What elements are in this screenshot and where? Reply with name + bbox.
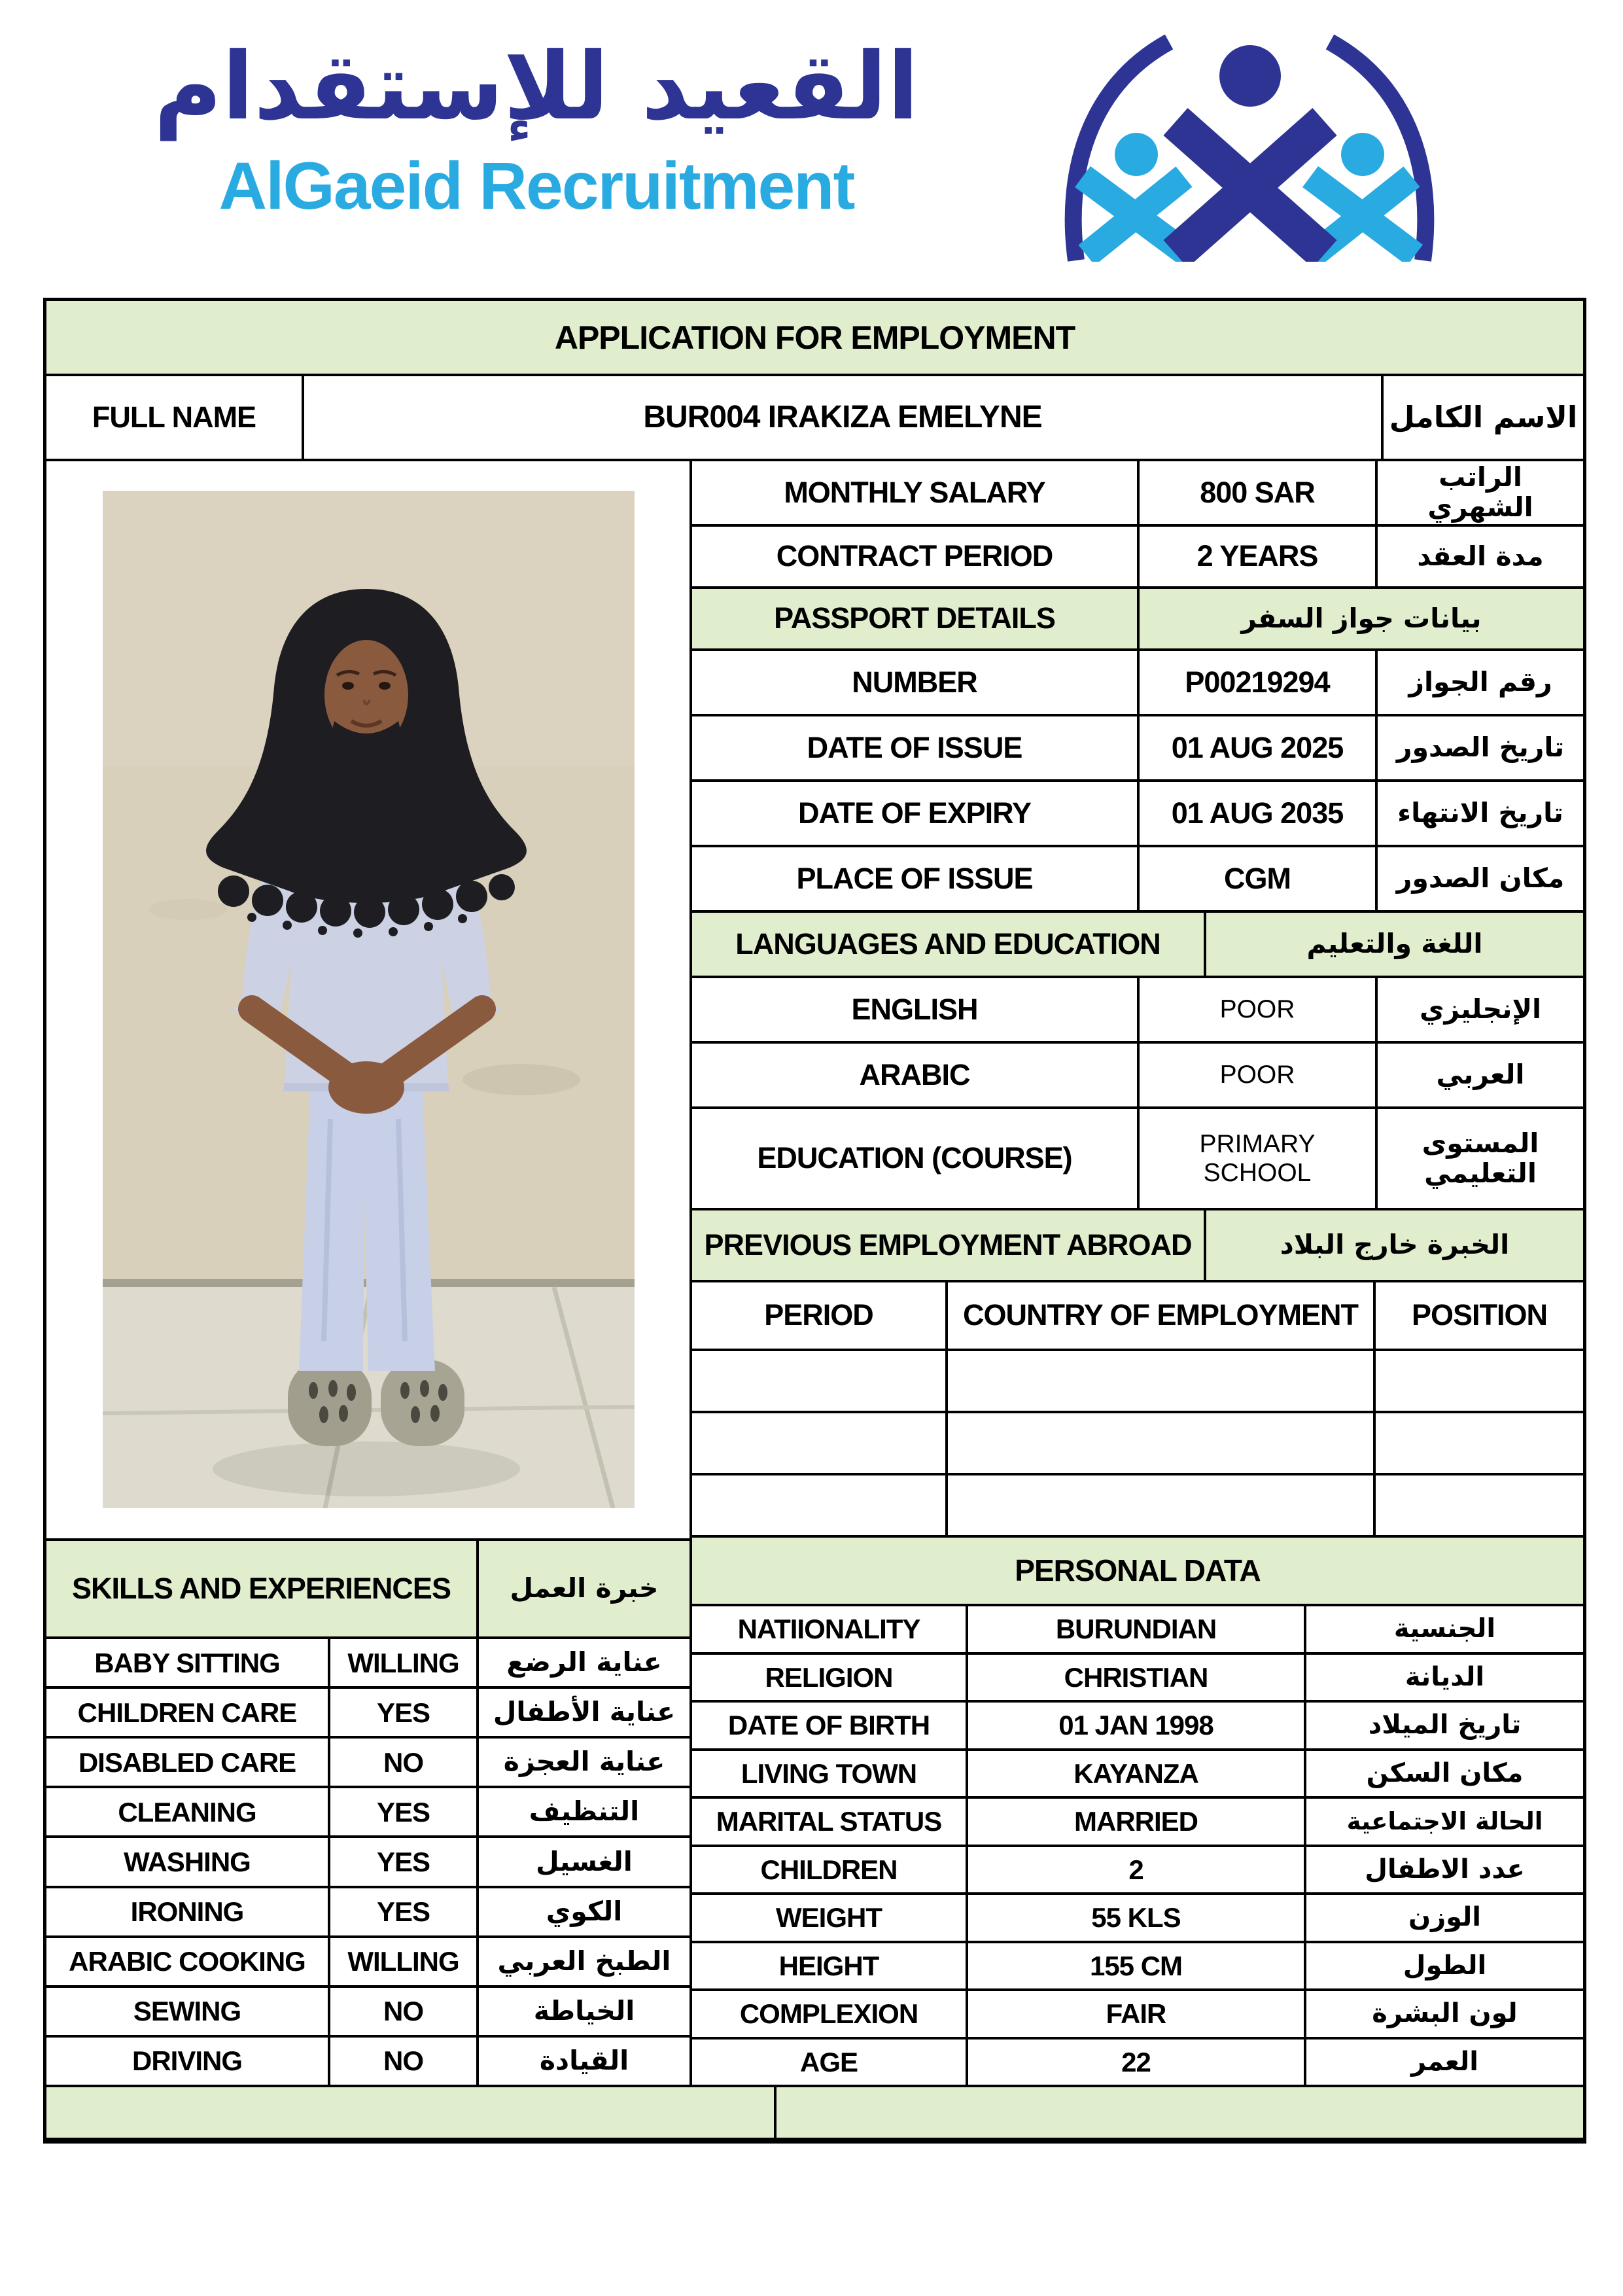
contract-period-value: 2 YEARS	[1140, 527, 1378, 586]
employment-period-cell	[692, 1413, 948, 1473]
height-arabic: الطول	[1403, 1950, 1487, 1981]
skill-arabic: الطبخ العربي	[497, 1945, 671, 1977]
age-value: 22	[968, 2040, 1306, 2085]
education-value: PRIMARY SCHOOL	[1140, 1109, 1378, 1208]
complexion-row	[692, 1991, 1583, 2040]
place-of-issue-label: PLACE OF ISSUE	[692, 847, 1140, 910]
skill-row-baby-sitting	[46, 1639, 689, 1689]
skill-arabic: عناية العجزة	[503, 1746, 665, 1778]
nationality-value: BURUNDIAN	[968, 1606, 1306, 1652]
age-arabic: العمر	[1410, 2046, 1478, 2077]
date-of-birth-row	[692, 1703, 1583, 1751]
skill-label: DRIVING	[46, 2038, 330, 2085]
skill-row-disabled-care	[46, 1739, 689, 1788]
employment-country-cell	[948, 1413, 1376, 1473]
weight-arabic: الوزن	[1408, 1902, 1481, 1933]
date-of-expiry-arabic: تاريخ الانتهاء	[1397, 797, 1563, 829]
passport-header-label: PASSPORT DETAILS	[692, 589, 1140, 648]
passport-header-arabic: بيانات جواز السفر	[1241, 602, 1482, 634]
bottom-green-row	[46, 2087, 1583, 2138]
people-logo-icon	[1017, 25, 1482, 262]
monthly-salary-row	[692, 461, 1583, 527]
contract-period-label: CONTRACT PERIOD	[692, 527, 1140, 586]
age-label: AGE	[692, 2040, 968, 2085]
skill-row-cleaning	[46, 1788, 689, 1838]
form-title-row	[46, 301, 1583, 376]
height-value: 155 CM	[968, 1943, 1306, 1989]
page-title: APPLICATION FOR EMPLOYMENT	[554, 319, 1075, 356]
height-label: HEIGHT	[692, 1943, 968, 1989]
date-of-issue-label: DATE OF ISSUE	[692, 716, 1140, 779]
education-arabic: المستوى التعليمي	[1422, 1127, 1539, 1189]
marital-status-value: MARRIED	[968, 1799, 1306, 1845]
employment-header-arabic: الخبرة خارج البلاد	[1280, 1229, 1510, 1261]
age-row	[692, 2040, 1583, 2085]
employment-col-country: COUNTRY OF EMPLOYMENT	[948, 1282, 1376, 1349]
date-of-issue-arabic: تاريخ الصدور	[1396, 732, 1565, 764]
english-row	[692, 978, 1583, 1044]
skill-arabic: الغسيل	[536, 1845, 633, 1877]
skill-arabic: الكوي	[546, 1895, 623, 1927]
religion-label: RELIGION	[692, 1655, 968, 1701]
skills-header-row	[46, 1541, 689, 1639]
skill-row-driving	[46, 2038, 689, 2085]
weight-label: WEIGHT	[692, 1895, 968, 1941]
logo-english-text: AlGaeid Recruitment	[218, 149, 854, 223]
skill-value: WILLING	[330, 1938, 479, 1985]
employment-country-cell	[948, 1475, 1376, 1535]
employment-col-position: POSITION	[1411, 1298, 1548, 1332]
employment-empty-row	[692, 1475, 1583, 1538]
skill-value: YES	[330, 1788, 479, 1835]
passport-number-label: NUMBER	[692, 651, 1140, 714]
living-town-value: KAYANZA	[968, 1751, 1306, 1797]
left-column	[46, 461, 692, 2085]
monthly-salary-value: 800 SAR	[1140, 461, 1378, 524]
english-label: ENGLISH	[692, 978, 1140, 1041]
weight-value: 55 KLS	[968, 1895, 1306, 1941]
full-name-label: FULL NAME	[46, 376, 304, 459]
employment-empty-row	[692, 1413, 1583, 1475]
complexion-arabic: لون البشرة	[1372, 1998, 1518, 2029]
employment-empty-row	[692, 1351, 1583, 1413]
weight-row	[692, 1895, 1583, 1943]
place-of-issue-arabic: مكان الصدور	[1396, 862, 1565, 894]
monthly-salary-arabic: الراتب الشهري	[1427, 461, 1533, 523]
children-value: 2	[968, 1847, 1306, 1893]
passport-number-row	[692, 651, 1583, 716]
skill-value: YES	[330, 1838, 479, 1885]
skill-arabic: التنظيف	[529, 1795, 640, 1828]
skill-value: YES	[330, 1689, 479, 1736]
complexion-label: COMPLEXION	[692, 1991, 968, 2037]
monthly-salary-label: MONTHLY SALARY	[692, 461, 1140, 524]
passport-number-value: P00219294	[1140, 651, 1378, 714]
date-of-birth-arabic: تاريخ الميلاد	[1368, 1710, 1522, 1740]
employment-position-cell	[1376, 1351, 1583, 1411]
date-of-expiry-value: 01 AUG 2035	[1140, 782, 1378, 845]
religion-row	[692, 1655, 1583, 1703]
skill-arabic: عناية الأطفال	[493, 1696, 676, 1728]
bottom-right-cell	[777, 2087, 1583, 2138]
living-town-label: LIVING TOWN	[692, 1751, 968, 1797]
skill-arabic: الخياطة	[533, 1994, 635, 2026]
skill-label: ARABIC COOKING	[46, 1938, 330, 1985]
arabic-label: ARABIC	[692, 1044, 1140, 1106]
skill-row-sewing	[46, 1988, 689, 2038]
date-of-expiry-row	[692, 782, 1583, 847]
living-town-row	[692, 1751, 1583, 1799]
personal-data-title: PERSONAL DATA	[1015, 1553, 1261, 1587]
arabic-value: POOR	[1140, 1044, 1378, 1106]
skill-row-arabic-cooking	[46, 1938, 689, 1988]
full-name-row	[46, 376, 1583, 461]
skill-value: YES	[330, 1888, 479, 1935]
passport-number-arabic: رقم الجواز	[1408, 666, 1552, 698]
full-name-value: BUR004 IRAKIZA EMELYNE	[304, 376, 1384, 459]
skill-label: IRONING	[46, 1888, 330, 1935]
date-of-expiry-label: DATE OF EXPIRY	[692, 782, 1140, 845]
arabic-row	[692, 1044, 1583, 1109]
place-of-issue-row	[692, 847, 1583, 913]
personal-data-header	[692, 1538, 1583, 1606]
skill-label: CHILDREN CARE	[46, 1689, 330, 1736]
skill-row-ironing	[46, 1888, 689, 1938]
height-row	[692, 1943, 1583, 1992]
religion-arabic: الديانة	[1405, 1661, 1485, 1692]
logo	[56, 25, 1017, 222]
english-value: POOR	[1140, 978, 1378, 1041]
skills-header-arabic: خبرة العمل	[510, 1572, 659, 1604]
religion-value: CHRISTIAN	[968, 1655, 1306, 1701]
languages-education-header	[692, 913, 1583, 978]
english-arabic: الإنجليزي	[1419, 993, 1542, 1025]
application-form-table	[43, 298, 1586, 2144]
skill-value: WILLING	[330, 1639, 479, 1686]
employment-col-period: PERIOD	[692, 1282, 948, 1349]
skill-arabic: عناية الرضع	[506, 1646, 662, 1678]
employment-position-cell	[1376, 1475, 1583, 1535]
children-row	[692, 1847, 1583, 1896]
skill-label: SEWING	[46, 1988, 330, 2035]
date-of-issue-value: 01 AUG 2025	[1140, 716, 1378, 779]
marital-status-arabic: الحالة الاجتماعية	[1346, 1807, 1543, 1836]
date-of-birth-label: DATE OF BIRTH	[692, 1703, 968, 1748]
complexion-value: FAIR	[968, 1991, 1306, 2037]
marital-status-label: MARITAL STATUS	[692, 1799, 968, 1845]
employment-header-label: PREVIOUS EMPLOYMENT ABROAD	[692, 1210, 1206, 1280]
full-name-arabic: الاسم الكامل	[1389, 399, 1578, 434]
nationality-label: NATIIONALITY	[692, 1606, 968, 1652]
nationality-arabic: الجنسية	[1393, 1614, 1496, 1644]
employment-period-cell	[692, 1351, 948, 1411]
skill-value: NO	[330, 1988, 479, 2035]
skill-arabic: القيادة	[539, 2044, 629, 2076]
place-of-issue-value: CGM	[1140, 847, 1378, 910]
arabic-arabic: العربي	[1436, 1059, 1525, 1091]
employment-columns-row	[692, 1282, 1583, 1351]
skill-label: CLEANING	[46, 1788, 330, 1835]
date-of-birth-value: 01 JAN 1998	[968, 1703, 1306, 1748]
children-arabic: عدد الاطفال	[1365, 1854, 1525, 1884]
skill-row-washing	[46, 1838, 689, 1888]
photo-cell	[46, 461, 689, 1541]
bottom-left-cell	[46, 2087, 777, 2138]
children-label: CHILDREN	[692, 1847, 968, 1893]
skills-header-label: SKILLS AND EXPERIENCES	[46, 1541, 479, 1636]
form-body	[46, 461, 1583, 2087]
languages-header-label: LANGUAGES AND EDUCATION	[692, 913, 1206, 976]
skill-value: NO	[330, 1739, 479, 1786]
passport-details-header	[692, 589, 1583, 651]
languages-header-arabic: اللغة والتعليم	[1306, 928, 1483, 960]
employment-country-cell	[948, 1351, 1376, 1411]
previous-employment-header	[692, 1210, 1583, 1282]
nationality-row	[692, 1606, 1583, 1655]
date-of-issue-row	[692, 716, 1583, 782]
skill-label: BABY SITTING	[46, 1639, 330, 1686]
contract-period-row	[692, 527, 1583, 589]
applicant-photo	[103, 491, 635, 1508]
skill-value: NO	[330, 2038, 479, 2085]
skill-row-children-care	[46, 1689, 689, 1739]
employment-position-cell	[1376, 1413, 1583, 1473]
living-town-arabic: مكان السكن	[1366, 1757, 1524, 1788]
logo-arabic-text: القعيد للإستقدام	[154, 33, 919, 141]
skill-label: WASHING	[46, 1838, 330, 1885]
marital-status-row	[692, 1799, 1583, 1847]
education-row	[692, 1109, 1583, 1210]
employment-period-cell	[692, 1475, 948, 1535]
skill-label: DISABLED CARE	[46, 1739, 330, 1786]
contract-period-arabic: مدة العقد	[1417, 540, 1544, 572]
education-label: EDUCATION (COURSE)	[692, 1109, 1140, 1208]
right-column	[692, 461, 1583, 2085]
